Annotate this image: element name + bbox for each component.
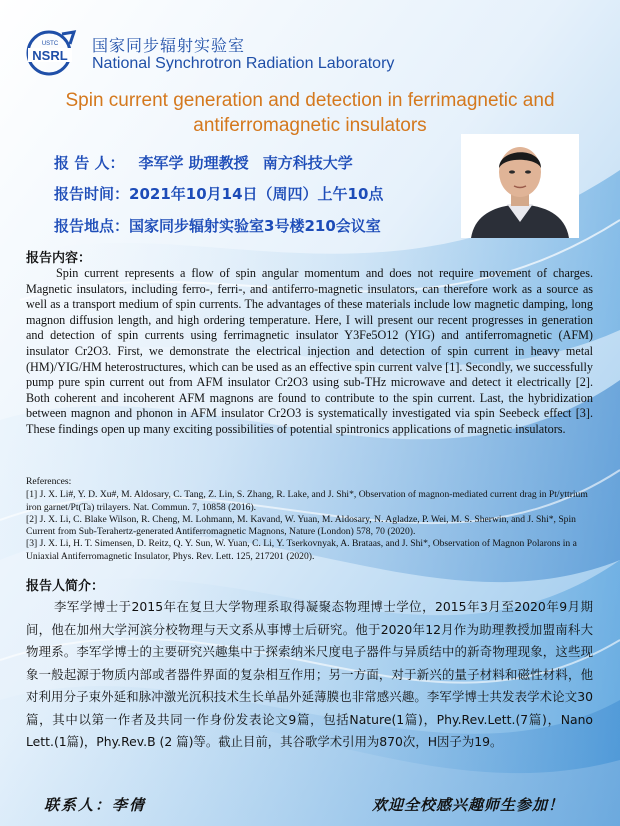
place-label: 报告地点： <box>54 217 130 235</box>
abstract-text: Spin current represents a flow of spin angular momentum and does not require movement of charges. Magnetic insulators, including ferro-, ferri-, and antiferro-magnetic insulators, can therefore work as a source as well as a transport medium of spin currents. The advantages of these materials include low magnetic damping, long magnon diffusion length, and high ordering temperature. Here, I will present our recent progresses in generation and detection of spin currents using ferrimagnetic insulator Y3Fe5O12 (YIG) and antiferromagnetic (AFM) insulator Cr2O3. First, we demonstrate the electrical injection and detection of spin current in heavy metal (HM)/YIG/HM heterostructures, which can be used as an effective spin current valve [1]. Secondly, we successfully pump pure spin current out from AFM insulator Cr2O3 using sub-THz microwave and detect it electrically [2]. Both coherent and incoherent AFM magnons are found to contribute to the spin current. Last, the hybridization between magnon and phonon in AFM insulator Cr2O3 is systematically investigated via spin Seebeck effect [3]. These findings open up many exciting possibilities of potential spintronics applications of magnetic insulators. <box>26 266 593 436</box>
abstract-heading: 报告内容： <box>26 251 92 266</box>
svg-text:USTC: USTC <box>41 41 59 47</box>
org-name-cn: 国家同步辐射实验室 <box>92 36 246 55</box>
org-name-en: National Synchrotron Radiation Laboratory <box>92 55 395 72</box>
talk-title-line2: antiferromagnetic insulators <box>193 115 427 136</box>
reference-item: [2] J. X. Li, C. Blake Wilson, R. Cheng, M. Lohmann, M. Kavand, W. Yuan, M. Aldosary, N. Agladze, P. Wei, M. S. Sherwin, and J. Shi*, Spin Current from Sub-Terahertz-generated Antiferromagnetic Magnons, Nature (London) 578, 70 (2020). <box>26 513 576 538</box>
references-heading: References: <box>26 476 72 487</box>
reference-item: [3] J. X. Li, H. T. Simensen, D. Reitz, Q. Y. Sun, W. Yuan, C. Li, Y. Tserkovnyak, A. Brataas, and J. Shi*, Observation of Magnon Polarons in a Uniaxial Antiferromagnetic Insulator, Phys. Rev. Lett. 125, 217201 (2020). <box>26 538 577 562</box>
bio-body <box>26 596 593 754</box>
speaker-name: 李军学 助理教授 <box>138 154 249 172</box>
reference-item: [1] J. X. Li#, Y. D. Xu#, M. Aldosary, C. Tang, Z. Lin, S. Zhang, R. Lake, and J. Shi*, Observation of magnon-mediated current drag in Pt/yttrium iron garnet/Pt(Ta) trilayers. Nat. Commun. 7, 10858 (2016). <box>26 489 588 513</box>
bio-text: 李军学博士于2015年在复旦大学物理系取得凝聚态物理博士学位，2015年3月至2020年9月期间，他在加州大学河滨分校物理与天文系从事博士后研究。他于2020年12月作为助理教授加盟南科大物理系。李军学博士的主要研究兴趣集中于探索纳米尺度电子器件与异质结中的新奇物理现象，这些现象一般起源于物质内部或者器件界面的复杂相互作用；另一方面，对于新兴的量子材料和磁性材料，他对利用分子束外延和脉冲激光沉积技术生长单晶外延薄膜也非常感兴趣。李军学博士共发表学术论文30篇，其中以第一作者及共同一作身份发表论文9篇，包括Nature(1篇)，Phy.Rev.Lett.(7篇)，Nano Lett.(1篇)，Phy.Rev.B (2 篇)等。截止目前，其谷歌学术引用为870次，H因子为19。 <box>26 599 593 749</box>
abstract-body <box>26 266 593 438</box>
svg-text:NSRL: NSRL <box>32 48 68 63</box>
place-line <box>54 215 395 236</box>
time-value: 2021年10月14日（周四）上午10点 <box>129 185 384 203</box>
welcome-message: 欢迎全校感兴趣师生参加！ <box>372 796 565 814</box>
speaker-line <box>54 152 367 173</box>
speaker-affiliation: 南方科技大学 <box>262 154 353 172</box>
speaker-photo <box>461 134 579 238</box>
speaker-label: 报 告 人： <box>54 154 125 172</box>
nsrl-logo <box>22 28 80 78</box>
bio-heading: 报告人简介： <box>26 579 105 594</box>
references <box>26 476 593 563</box>
time-line <box>54 183 397 204</box>
time-label: 报告时间： <box>54 185 130 203</box>
talk-title <box>20 88 600 138</box>
talk-title-line1: Spin current generation and detection in ferrimagnetic and <box>65 90 555 111</box>
contact-person: 联系人：李倩 <box>44 796 147 814</box>
place-value: 国家同步辐射实验室3号楼210会议室 <box>129 217 381 235</box>
